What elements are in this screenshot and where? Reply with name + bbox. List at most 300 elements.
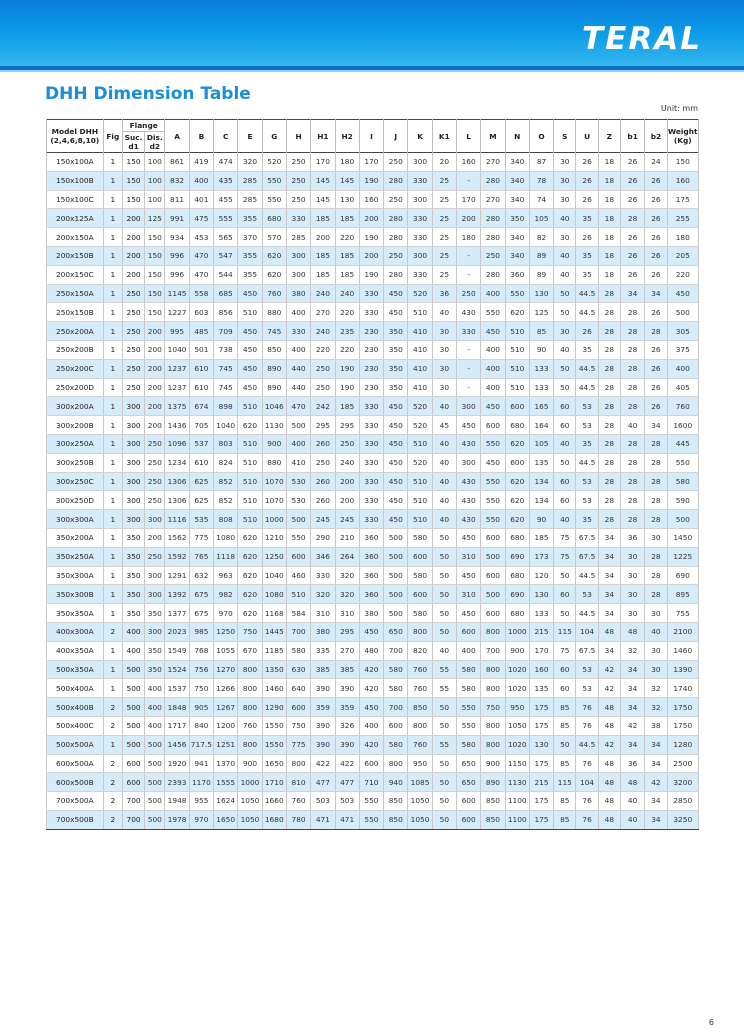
table-cell: 50: [432, 547, 456, 566]
table-cell: 34: [620, 735, 644, 754]
table-cell: 700: [384, 641, 408, 660]
table-cell: 600: [481, 416, 505, 435]
table-cell: 435: [214, 171, 238, 190]
table-cell: 503: [311, 792, 335, 811]
table-cell: 30: [620, 547, 644, 566]
table-cell: 500: [145, 754, 165, 773]
table-cell: 250: [384, 153, 408, 172]
col-header-suction: Suc. d1: [122, 132, 144, 153]
suction-cell: 300: [122, 510, 144, 529]
suction-cell: 300: [122, 453, 144, 472]
table-cell: 270: [335, 641, 359, 660]
table-cell: 170: [529, 641, 553, 660]
table-cell: 105: [529, 434, 553, 453]
fig-cell: 1: [103, 491, 122, 510]
table-row: [47, 171, 699, 190]
table-cell: 34: [598, 528, 620, 547]
table-cell: 535: [189, 510, 213, 529]
table-cell: 200: [145, 397, 165, 416]
table-cell: 1456: [165, 735, 189, 754]
table-cell: 474: [214, 153, 238, 172]
table-cell: 185: [335, 397, 359, 416]
table-cell: 530: [286, 491, 310, 510]
fig-cell: 1: [103, 735, 122, 754]
table-cell: 185: [529, 528, 553, 547]
table-cell: 550: [481, 510, 505, 529]
table-cell: 350: [384, 340, 408, 359]
table-cell: 175: [529, 810, 553, 829]
table-cell: 470: [189, 265, 213, 284]
col-header-dim: H1: [311, 120, 335, 153]
table-cell: 34: [645, 810, 667, 829]
table-cell: 200: [145, 378, 165, 397]
table-cell: 25: [432, 265, 456, 284]
table-cell: 1040: [262, 566, 286, 585]
suction-cell: 150: [122, 190, 144, 209]
suction-cell: 500: [122, 735, 144, 754]
table-cell: 765: [189, 547, 213, 566]
model-cell: 300x250B: [47, 453, 104, 472]
table-cell: 1200: [214, 716, 238, 735]
table-cell: 905: [189, 698, 213, 717]
table-cell: 510: [238, 510, 262, 529]
unit-label: Unit: mm: [660, 104, 698, 113]
table-cell: 44.5: [576, 378, 598, 397]
table-cell: 30: [432, 340, 456, 359]
model-cell: 400x350A: [47, 641, 104, 660]
teral-logo: TERAL: [582, 21, 702, 57]
table-cell: 675: [189, 604, 213, 623]
table-cell: 450: [384, 303, 408, 322]
table-cell: 1680: [262, 810, 286, 829]
table-cell: 310: [457, 547, 481, 566]
table-cell: 380: [359, 604, 383, 623]
table-cell: 900: [505, 641, 529, 660]
model-cell: 250x200D: [47, 378, 104, 397]
col-header-flange: Flange: [122, 120, 165, 132]
table-cell: 190: [335, 378, 359, 397]
table-cell: 760: [262, 284, 286, 303]
table-cell: 28: [598, 378, 620, 397]
table-cell: 1920: [165, 754, 189, 773]
model-cell: 250x150B: [47, 303, 104, 322]
table-cell: 242: [311, 397, 335, 416]
table-cell: 130: [529, 735, 553, 754]
table-cell: 28: [620, 378, 644, 397]
table-cell: 215: [529, 773, 553, 792]
table-cell: 34: [598, 566, 620, 585]
table-cell: 760: [408, 660, 432, 679]
table-cell: 1080: [214, 528, 238, 547]
table-cell: 87: [529, 153, 553, 172]
table-cell: 350: [505, 209, 529, 228]
table-cell: 940: [384, 773, 408, 792]
table-cell: 326: [335, 716, 359, 735]
suction-cell: 400: [122, 641, 144, 660]
table-cell: 625: [189, 472, 213, 491]
table-cell: 420: [359, 735, 383, 754]
fig-cell: 1: [103, 453, 122, 472]
table-cell: 25: [432, 209, 456, 228]
table-cell: 400: [145, 679, 165, 698]
table-cell: 133: [529, 359, 553, 378]
table-cell: 30: [620, 585, 644, 604]
table-cell: 450: [384, 434, 408, 453]
table-row: [47, 622, 699, 641]
suction-cell: 500: [122, 679, 144, 698]
table-cell: 355: [238, 246, 262, 265]
table-cell: 440: [286, 359, 310, 378]
table-cell: 53: [576, 585, 598, 604]
model-cell: 250x200C: [47, 359, 104, 378]
table-cell: 280: [384, 171, 408, 190]
table-cell: 32: [645, 698, 667, 717]
table-cell: 28: [620, 209, 644, 228]
suction-cell: 250: [122, 340, 144, 359]
weight-cell: 220: [667, 265, 698, 284]
table-cell: 40: [554, 209, 576, 228]
table-cell: 1392: [165, 585, 189, 604]
table-cell: 1020: [505, 735, 529, 754]
table-cell: 34: [598, 641, 620, 660]
table-cell: 832: [165, 171, 189, 190]
table-cell: 620: [238, 547, 262, 566]
table-cell: 745: [214, 378, 238, 397]
table-cell: 35: [576, 510, 598, 529]
table-cell: 173: [529, 547, 553, 566]
table-cell: 160: [457, 153, 481, 172]
table-cell: 220: [335, 228, 359, 247]
dimension-table: [46, 119, 699, 830]
table-cell: 1050: [505, 716, 529, 735]
table-cell: 1549: [165, 641, 189, 660]
table-cell: 200: [145, 528, 165, 547]
table-cell: 76: [576, 810, 598, 829]
table-cell: 48: [598, 622, 620, 641]
table-cell: 850: [481, 810, 505, 829]
table-cell: 824: [214, 453, 238, 472]
weight-cell: 450: [667, 284, 698, 303]
table-cell: 1266: [214, 679, 238, 698]
fig-cell: 1: [103, 303, 122, 322]
col-header-dim: M: [481, 120, 505, 153]
table-cell: 40: [554, 246, 576, 265]
col-header-fig: Fig: [103, 120, 122, 153]
table-cell: 40: [432, 397, 456, 416]
col-header-dim: N: [505, 120, 529, 153]
table-cell: 164: [529, 416, 553, 435]
table-cell: 20: [432, 153, 456, 172]
table-cell: 340: [505, 228, 529, 247]
table-cell: 600: [359, 754, 383, 773]
table-cell: 500: [384, 547, 408, 566]
table-row: [47, 378, 699, 397]
table-cell: 400: [145, 698, 165, 717]
table-cell: 550: [359, 810, 383, 829]
table-cell: 400: [189, 171, 213, 190]
table-cell: 450: [384, 491, 408, 510]
table-cell: 547: [214, 246, 238, 265]
model-cell: 200x150A: [47, 228, 104, 247]
table-cell: 800: [286, 754, 310, 773]
table-cell: 620: [238, 528, 262, 547]
table-cell: 76: [576, 792, 598, 811]
weight-cell: 1280: [667, 735, 698, 754]
table-cell: 745: [214, 359, 238, 378]
table-cell: 680: [505, 528, 529, 547]
fig-cell: 1: [103, 679, 122, 698]
col-header-dim: Z: [598, 120, 620, 153]
table-cell: 1185: [262, 641, 286, 660]
table-cell: 390: [335, 735, 359, 754]
table-cell: 42: [598, 679, 620, 698]
table-cell: 1377: [165, 604, 189, 623]
table-cell: 1251: [214, 735, 238, 754]
weight-cell: 405: [667, 378, 698, 397]
table-cell: 44.5: [576, 453, 598, 472]
table-cell: 18: [598, 209, 620, 228]
table-cell: 170: [311, 153, 335, 172]
table-cell: 800: [481, 716, 505, 735]
table-cell: 48: [598, 698, 620, 717]
table-cell: 1100: [505, 792, 529, 811]
table-cell: 600: [384, 716, 408, 735]
table-cell: 250: [145, 434, 165, 453]
table-cell: 90: [529, 510, 553, 529]
col-header-dim: O: [529, 120, 553, 153]
weight-cell: 2500: [667, 754, 698, 773]
table-cell: 880: [262, 303, 286, 322]
table-cell: 1000: [505, 622, 529, 641]
table-cell: 175: [529, 716, 553, 735]
table-cell: 1445: [262, 622, 286, 641]
table-cell: 717.5: [189, 735, 213, 754]
table-cell: 175: [529, 754, 553, 773]
table-cell: 422: [311, 754, 335, 773]
table-cell: 550: [457, 698, 481, 717]
table-cell: 100: [145, 153, 165, 172]
table-cell: 1020: [505, 660, 529, 679]
table-cell: 852: [214, 472, 238, 491]
table-cell: 450: [238, 322, 262, 341]
table-cell: 453: [189, 228, 213, 247]
table-cell: 330: [359, 472, 383, 491]
table-cell: 28: [620, 453, 644, 472]
table-cell: 550: [481, 303, 505, 322]
table-cell: 260: [311, 434, 335, 453]
table-cell: 430: [457, 491, 481, 510]
table-cell: 300: [408, 153, 432, 172]
table-cell: 410: [408, 322, 432, 341]
table-cell: 700: [481, 641, 505, 660]
table-cell: 28: [598, 472, 620, 491]
table-cell: 600: [408, 585, 432, 604]
table-cell: 34: [598, 604, 620, 623]
table-cell: 40: [432, 303, 456, 322]
table-cell: 26: [645, 228, 667, 247]
table-cell: 1040: [165, 340, 189, 359]
table-cell: 44.5: [576, 735, 598, 754]
table-cell: 510: [505, 322, 529, 341]
fig-cell: 2: [103, 810, 122, 829]
table-cell: 40: [432, 510, 456, 529]
table-cell: 1537: [165, 679, 189, 698]
table-cell: 185: [335, 209, 359, 228]
table-row: [47, 528, 699, 547]
weight-cell: 1600: [667, 416, 698, 435]
table-cell: 28: [645, 547, 667, 566]
table-cell: 104: [576, 773, 598, 792]
table-cell: 245: [311, 510, 335, 529]
table-cell: 359: [335, 698, 359, 717]
table-cell: 18: [598, 265, 620, 284]
table-row: [47, 190, 699, 209]
table-cell: 295: [311, 416, 335, 435]
fig-cell: 1: [103, 209, 122, 228]
table-cell: 300: [457, 453, 481, 472]
table-cell: 1145: [165, 284, 189, 303]
table-cell: 28: [645, 472, 667, 491]
table-cell: 28: [598, 359, 620, 378]
table-cell: 26: [576, 171, 598, 190]
col-header-dim: J: [384, 120, 408, 153]
model-cell: 350x200A: [47, 528, 104, 547]
table-cell: 620: [238, 585, 262, 604]
col-header-dim: H: [286, 120, 310, 153]
weight-cell: 3200: [667, 773, 698, 792]
weight-cell: 755: [667, 604, 698, 623]
table-cell: 34: [645, 754, 667, 773]
table-cell: 330: [408, 228, 432, 247]
table-cell: 610: [189, 453, 213, 472]
table-cell: 185: [311, 209, 335, 228]
table-cell: 40: [645, 622, 667, 641]
table-cell: 620: [505, 472, 529, 491]
table-cell: 600: [481, 566, 505, 585]
table-cell: 190: [359, 265, 383, 284]
table-cell: 970: [189, 810, 213, 829]
table-cell: 330: [359, 416, 383, 435]
table-cell: 450: [457, 416, 481, 435]
table-cell: 500: [145, 810, 165, 829]
table-cell: 44.5: [576, 303, 598, 322]
table-cell: 996: [165, 265, 189, 284]
table-cell: 400: [359, 716, 383, 735]
table-cell: 510: [408, 303, 432, 322]
suction-cell: 300: [122, 491, 144, 510]
weight-cell: 1750: [667, 698, 698, 717]
table-cell: 610: [189, 359, 213, 378]
table-cell: 28: [598, 303, 620, 322]
table-cell: 1050: [238, 810, 262, 829]
table-cell: 430: [457, 472, 481, 491]
table-cell: 26: [645, 303, 667, 322]
table-cell: 450: [384, 397, 408, 416]
table-cell: 600: [505, 397, 529, 416]
table-cell: 580: [457, 735, 481, 754]
table-cell: 1130: [262, 416, 286, 435]
table-cell: 300: [145, 585, 165, 604]
table-cell: 30: [554, 228, 576, 247]
table-cell: 400: [286, 434, 310, 453]
table-cell: 300: [408, 190, 432, 209]
table-cell: 430: [457, 510, 481, 529]
table-cell: 230: [359, 378, 383, 397]
table-cell: 400: [286, 303, 310, 322]
weight-cell: 180: [667, 228, 698, 247]
table-cell: 26: [645, 190, 667, 209]
table-cell: 30: [554, 153, 576, 172]
model-cell: 300x300A: [47, 510, 104, 529]
fig-cell: 1: [103, 416, 122, 435]
weight-cell: 550: [667, 453, 698, 472]
table-cell: 550: [262, 171, 286, 190]
table-cell: 28: [598, 453, 620, 472]
table-cell: 760: [286, 792, 310, 811]
table-cell: 600: [457, 810, 481, 829]
table-cell: 60: [554, 585, 576, 604]
table-cell: 450: [238, 284, 262, 303]
table-cell: 26: [620, 171, 644, 190]
table-cell: 852: [214, 491, 238, 510]
table-cell: 890: [481, 773, 505, 792]
table-cell: 620: [262, 265, 286, 284]
table-cell: 30: [645, 641, 667, 660]
table-cell: 250: [457, 284, 481, 303]
model-cell: 350x300B: [47, 585, 104, 604]
table-cell: 330: [408, 171, 432, 190]
fig-cell: 1: [103, 284, 122, 303]
table-cell: 35: [576, 434, 598, 453]
table-cell: 503: [335, 792, 359, 811]
col-header-discharge: Dis. d2: [145, 132, 165, 153]
table-cell: 620: [262, 246, 286, 265]
table-cell: 300: [286, 246, 310, 265]
table-cell: 210: [335, 528, 359, 547]
model-cell: 300x200A: [47, 397, 104, 416]
table-cell: 1100: [505, 810, 529, 829]
table-cell: 26: [620, 153, 644, 172]
table-row: [47, 547, 699, 566]
table-cell: 500: [286, 416, 310, 435]
suction-cell: 200: [122, 265, 144, 284]
table-cell: 42: [645, 773, 667, 792]
model-cell: 500x400A: [47, 679, 104, 698]
table-cell: 856: [214, 303, 238, 322]
model-cell: 150x100C: [47, 190, 104, 209]
table-cell: 500: [286, 510, 310, 529]
table-cell: 510: [408, 491, 432, 510]
table-cell: 76: [576, 754, 598, 773]
table-cell: 500: [481, 547, 505, 566]
table-cell: 350: [145, 641, 165, 660]
table-cell: 500: [384, 528, 408, 547]
table-cell: 580: [408, 566, 432, 585]
table-cell: 28: [645, 585, 667, 604]
table-cell: 50: [432, 716, 456, 735]
table-cell: 330: [359, 453, 383, 472]
table-cell: 800: [481, 735, 505, 754]
table-cell: 50: [432, 604, 456, 623]
table-cell: 510: [238, 303, 262, 322]
model-cell: 250x200A: [47, 322, 104, 341]
table-cell: 260: [311, 472, 335, 491]
table-cell: 811: [165, 190, 189, 209]
table-row: [47, 153, 699, 172]
model-cell: 300x250D: [47, 491, 104, 510]
page-title: DHH Dimension Table: [45, 84, 251, 104]
suction-cell: 250: [122, 284, 144, 303]
